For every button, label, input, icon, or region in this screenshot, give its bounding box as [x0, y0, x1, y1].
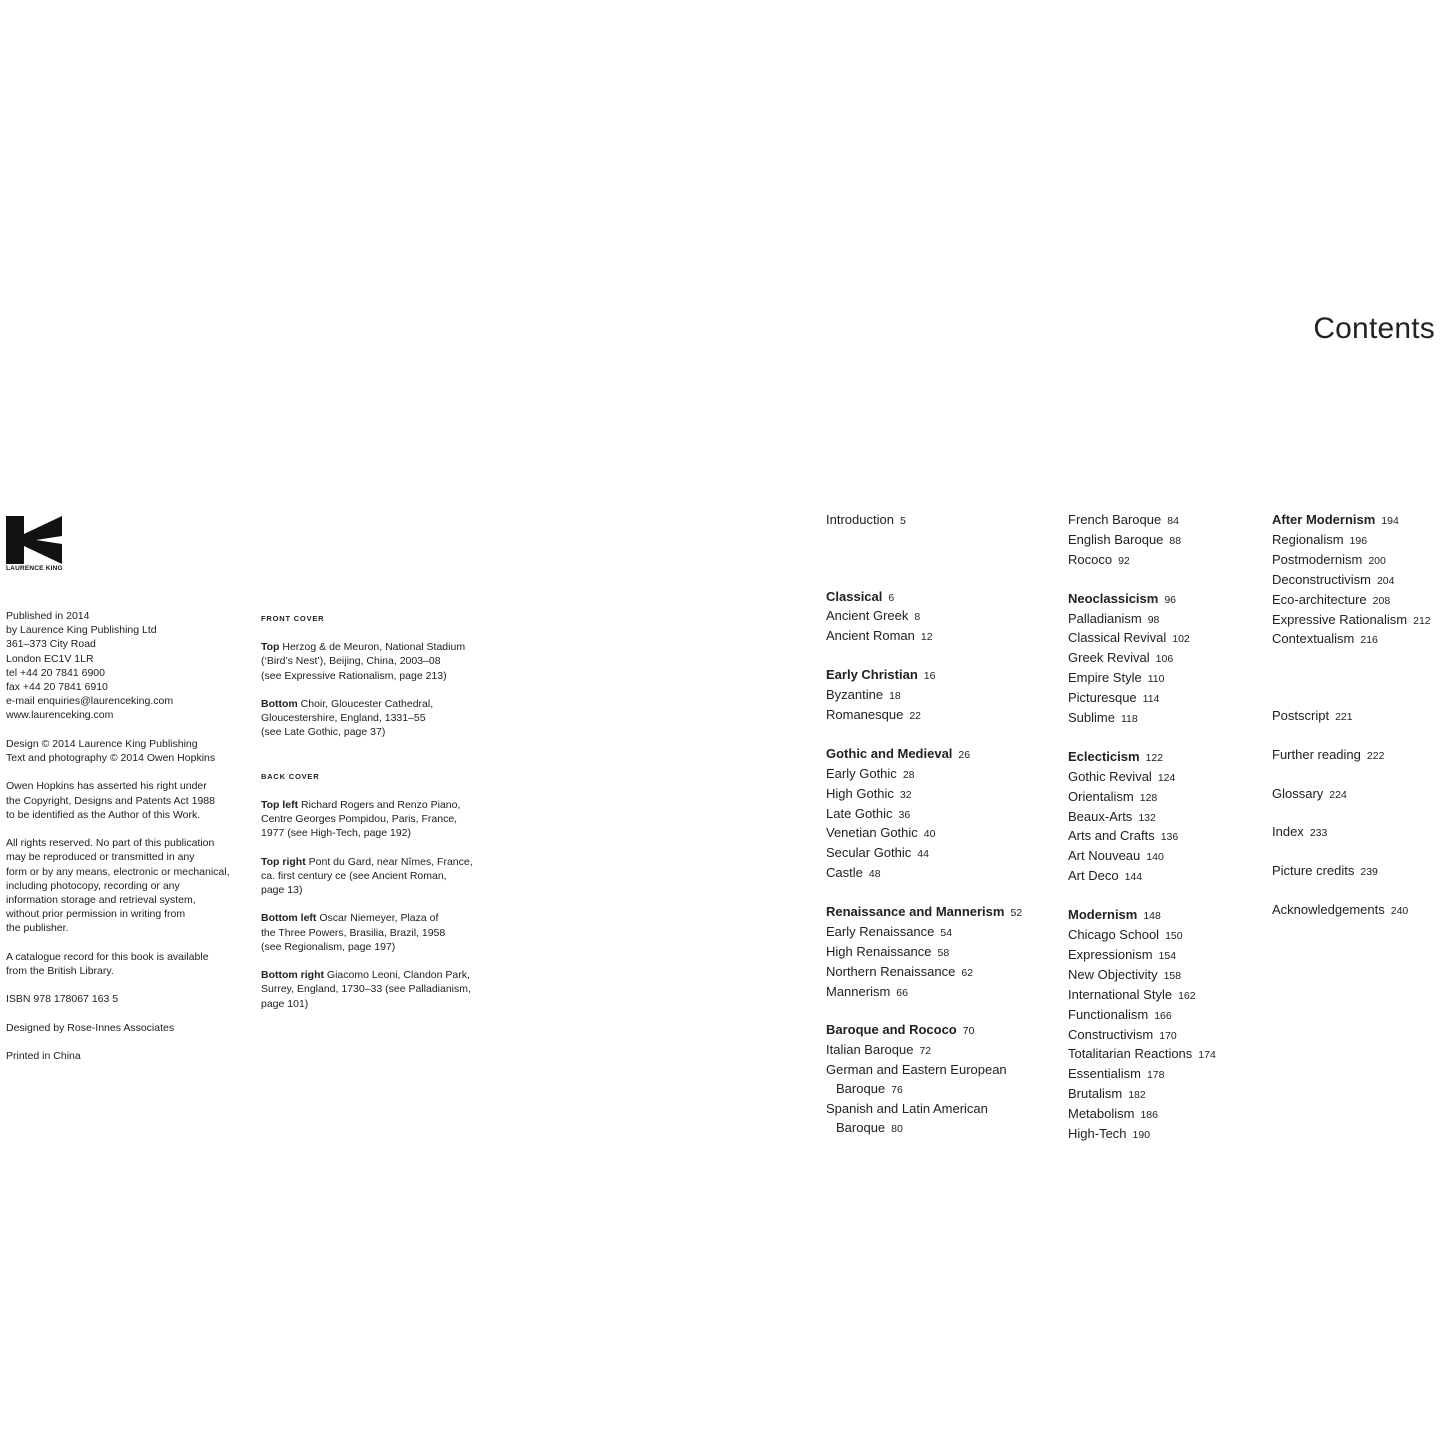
contents-entry	[1068, 590, 1216, 610]
contents-entry	[1068, 1085, 1216, 1105]
contents-entry	[1068, 827, 1216, 847]
contents-entry-page: 70	[962, 1025, 975, 1038]
contents-entry-title: Chicago School	[1068, 926, 1160, 942]
contents-entry-title: Mannerism	[826, 983, 891, 999]
contents-entry	[1272, 901, 1431, 921]
contents-entry	[826, 588, 1022, 608]
credit-line	[261, 911, 486, 925]
contents-entry-title: Further reading	[1272, 746, 1361, 762]
contents-entry-title: Brutalism	[1068, 1086, 1123, 1102]
imprint-line: by Laurence King Publishing Ltd	[6, 624, 157, 637]
contents-entry-title: High Renaissance	[826, 943, 932, 959]
credit-position: Bottom left	[261, 912, 317, 925]
contents-entry-page: 62	[961, 966, 974, 979]
contents-entry	[826, 1119, 1022, 1139]
contents-entry	[1068, 649, 1216, 669]
cover-credit	[261, 855, 486, 898]
imprint-paragraph	[6, 992, 246, 1006]
imprint-line: the publisher.	[6, 922, 69, 935]
imprint-line: without prior permission in writing from	[6, 908, 186, 921]
imprint-line: A catalogue record for this book is available	[6, 950, 209, 963]
contents-spacer	[826, 884, 1022, 903]
contents-entry	[1068, 669, 1216, 689]
contents-spacer	[1068, 887, 1216, 906]
cover-credits-column	[261, 609, 486, 1025]
contents-entry-page: 12	[920, 631, 933, 644]
contents-entry-page: 26	[958, 748, 971, 761]
contents-entry-page: 182	[1128, 1089, 1146, 1102]
contents-entry-page: 36	[898, 808, 911, 821]
contents-entry-title: Gothic Revival	[1068, 768, 1152, 784]
contents-entry-title: Expressive Rationalism	[1272, 611, 1408, 627]
contents-entry-title: Totalitarian Reactions	[1068, 1046, 1193, 1062]
contents-entry	[826, 745, 1022, 765]
contents-entry-title: Expressionism	[1068, 946, 1153, 962]
credit-line: (see Regionalism, page 197)	[261, 940, 396, 953]
imprint-line: Designed by Rose-Innes Associates	[6, 1021, 175, 1034]
contents-entry-title: Index	[1272, 824, 1304, 840]
imprint-line: London EC1V 1LR	[6, 652, 94, 665]
contents-entry-page: 204	[1376, 574, 1395, 587]
contents-entry-page: 158	[1163, 969, 1182, 982]
credit-line: (see Expressive Rationalism, page 213)	[261, 669, 447, 682]
contents-entry	[1272, 630, 1431, 650]
contents-entry	[826, 607, 1022, 627]
contents-entry-page: 128	[1139, 791, 1158, 804]
contents-entry-title: Castle	[826, 865, 863, 881]
imprint-paragraph	[6, 836, 246, 935]
contents-entry	[1272, 531, 1431, 551]
contents-entry-title: Greek Revival	[1068, 650, 1150, 666]
contents-entry-title: Renaissance and Mannerism	[826, 904, 1005, 920]
contents-entry-page: 190	[1132, 1129, 1151, 1142]
contents-entry-title: Art Nouveau	[1068, 848, 1141, 864]
contents-entry	[1272, 511, 1431, 531]
logo-text: LAURENCE KING	[6, 565, 63, 572]
cover-credit	[261, 968, 486, 1011]
contents-entry	[1068, 1105, 1216, 1125]
contents-entry	[826, 765, 1022, 785]
credit-line: page 101)	[261, 997, 309, 1010]
contents-entry-page: 102	[1172, 633, 1190, 646]
contents-entry-title: Byzantine	[826, 687, 884, 703]
contents-entry-title: Secular Gothic	[826, 845, 912, 861]
contents-entry	[826, 805, 1022, 825]
contents-entry-title: Neoclassicism	[1068, 590, 1159, 606]
contents-spacer	[1272, 669, 1431, 688]
contents-entry	[1068, 610, 1216, 630]
contents-entry-title: Beaux-Arts	[1068, 808, 1133, 824]
credit-text: Pont du Gard, near Nîmes, France,	[305, 855, 473, 868]
contents-entry	[1068, 966, 1216, 986]
contents-entry-page: 122	[1145, 751, 1164, 764]
imprint-paragraph	[6, 737, 246, 765]
contents-entry	[826, 963, 1022, 983]
contents-entry-page: 174	[1198, 1049, 1216, 1062]
credit-text: Herzog & de Meuron, National Stadium	[279, 641, 466, 654]
contents-spacer	[1272, 805, 1431, 824]
credit-position: Bottom right	[261, 969, 324, 982]
imprint-paragraph	[6, 950, 246, 978]
contents-entry-page: 200	[1368, 554, 1386, 567]
contents-entry-page: 140	[1146, 851, 1164, 864]
imprint-line: www.laurenceking.com	[6, 709, 114, 722]
contents-entry-page: 132	[1138, 811, 1156, 824]
contents-spacer	[1272, 727, 1431, 746]
contents-entry	[826, 511, 1022, 531]
contents-entry	[1068, 629, 1216, 649]
contents-entry	[826, 864, 1022, 884]
contents-entry-page: 166	[1154, 1009, 1172, 1022]
contents-entry-page: 144	[1124, 871, 1143, 884]
contents-spacer	[1272, 688, 1431, 707]
imprint-paragraph	[6, 1021, 246, 1035]
contents-entry-title: Eco-architecture	[1272, 591, 1367, 607]
contents-entry-title: Baroque and Rococo	[826, 1022, 957, 1038]
contents-entry-page: 194	[1381, 515, 1399, 527]
contents-entry-page: 186	[1140, 1109, 1158, 1122]
credit-position: Top left	[261, 798, 299, 811]
contents-spacer	[1272, 843, 1431, 862]
credit-line: Gloucestershire, England, 1331–55	[261, 712, 426, 725]
contents-entry-title: Ancient Greek	[826, 608, 909, 624]
contents-entry-title: After Modernism	[1272, 512, 1376, 527]
contents-entry-title: Art Deco	[1068, 868, 1119, 884]
contents-entry-title: Postmodernism	[1272, 551, 1363, 567]
contents-entry-page: 221	[1335, 711, 1353, 724]
contents-entry-title: Introduction	[826, 512, 894, 527]
contents-entry-title: Spanish and Latin American	[826, 1101, 988, 1117]
contents-entry-title: Postscript	[1272, 708, 1330, 724]
contents-spacer	[826, 1003, 1022, 1022]
contents-entry	[826, 824, 1022, 844]
contents-entry-title: German and Eastern European	[826, 1062, 1007, 1078]
contents-entry-page: 178	[1146, 1069, 1165, 1082]
contents-entry-page: 222	[1366, 749, 1385, 762]
contents-entry-page: 18	[889, 690, 901, 703]
cover-credit	[261, 697, 486, 740]
back-cover-heading: BACK COVER	[261, 771, 320, 781]
contents-entry-title: French Baroque	[1068, 512, 1162, 527]
imprint-paragraph	[6, 609, 246, 723]
contents-entry-title: High-Tech	[1068, 1126, 1127, 1142]
contents-entry-title: Constructivism	[1068, 1026, 1154, 1042]
contents-entry	[1068, 768, 1216, 788]
publisher-logo	[6, 516, 64, 572]
contents-entry	[826, 1061, 1022, 1080]
contents-entry-title: Venetian Gothic	[826, 825, 918, 841]
contents-entry-title: Ancient Roman	[826, 628, 915, 644]
front-cover-heading: FRONT COVER	[261, 614, 325, 623]
contents-entry	[1068, 1065, 1216, 1085]
contents-entry-page: 92	[1118, 554, 1130, 567]
contents-entry-title: Functionalism	[1068, 1006, 1149, 1022]
contents-entry-title: Contextualism	[1272, 631, 1355, 647]
contents-entry-title: Classical	[826, 588, 883, 604]
contents-entry-title: New Objectivity	[1068, 966, 1158, 982]
imprint-line: Owen Hopkins has asserted his right under	[6, 780, 207, 793]
contents-entry-title: Late Gothic	[826, 805, 893, 821]
contents-entry-page: 58	[937, 946, 950, 959]
contents-entry	[1068, 1006, 1216, 1026]
credit-position: Top right	[261, 855, 306, 868]
imprint-line: tel +44 20 7841 6900	[6, 666, 105, 679]
contents-entry	[1272, 571, 1431, 591]
contents-entry-page: 96	[1164, 593, 1177, 606]
contents-entry-title: Deconstructivism	[1272, 571, 1371, 587]
contents-entry	[1068, 1045, 1216, 1065]
contents-entry-title: Palladianism	[1068, 610, 1142, 626]
imprint-line: from the British Library.	[6, 965, 114, 978]
contents-entry-page: 106	[1155, 653, 1174, 666]
contents-entry-title: Eclecticism	[1068, 748, 1140, 764]
contents-entry-title: Italian Baroque	[826, 1042, 914, 1058]
contents-column-1	[826, 511, 1022, 1139]
contents-entry-title: Baroque	[836, 1081, 886, 1097]
contents-entry-page: 224	[1329, 788, 1347, 801]
credit-text: Giacomo Leoni, Clandon Park,	[324, 969, 470, 982]
contents-entry-page: 208	[1372, 594, 1391, 607]
contents-entry	[826, 666, 1022, 686]
contents-entry-page: 216	[1360, 634, 1378, 647]
contents-entry	[1068, 906, 1216, 926]
imprint-line: form or by any means, electronic or mechanical,	[6, 865, 230, 878]
contents-entry-title: Modernism	[1068, 907, 1138, 923]
contents-entry-title: Picturesque	[1068, 690, 1137, 706]
contents-entry	[1068, 1125, 1216, 1145]
cover-credit	[261, 911, 486, 954]
contents-entry	[1272, 823, 1431, 843]
contents-spacer	[826, 726, 1022, 745]
credit-text: Richard Rogers and Renzo Piano,	[298, 798, 461, 811]
contents-entry	[826, 903, 1022, 923]
imprint-line: the Copyright, Designs and Patents Act 1988	[6, 794, 215, 807]
contents-entry	[1068, 1026, 1216, 1046]
contents-spacer	[826, 531, 1022, 550]
credit-text: Choir, Gloucester Cathedral,	[297, 698, 434, 710]
imprint-column	[6, 609, 246, 1078]
contents-spacer	[1068, 729, 1216, 748]
contents-entry-page: 40	[923, 828, 936, 841]
contents-entry-page: 150	[1165, 929, 1183, 942]
credit-line: 1977 (see High-Tech, page 192)	[261, 827, 412, 840]
contents-entry-title: Gothic and Medieval	[826, 745, 953, 761]
contents-entry	[826, 1021, 1022, 1041]
contents-entry-page: 6	[888, 591, 895, 604]
contents-entry	[1068, 689, 1216, 709]
contents-entry-page: 196	[1349, 534, 1368, 547]
imprint-line: ISBN 978 178067 163 5	[6, 993, 119, 1006]
contents-entry-page: 52	[1010, 907, 1023, 920]
contents-entry	[826, 686, 1022, 706]
contents-entry-page: 154	[1158, 949, 1177, 962]
contents-entry	[826, 1041, 1022, 1061]
contents-entry-page: 76	[891, 1084, 903, 1097]
credit-line	[261, 798, 486, 812]
contents-entry-page: 54	[940, 926, 953, 939]
contents-entry-page: 66	[896, 986, 908, 999]
cover-credit	[261, 798, 486, 841]
contents-entry	[1068, 511, 1216, 531]
contents-entry	[826, 785, 1022, 805]
contents-entry-title: Rococo	[1068, 551, 1113, 567]
imprint-paragraph	[6, 779, 246, 822]
contents-entry	[1068, 926, 1216, 946]
contents-entry-title: Picture credits	[1272, 863, 1355, 879]
contents-entry-title: Early Renaissance	[826, 923, 935, 939]
contents-entry-page: 110	[1147, 673, 1165, 686]
contents-entry-title: Sublime	[1068, 710, 1115, 726]
contents-entry-title: Classical Revival	[1068, 630, 1167, 646]
contents-spacer	[1272, 650, 1431, 669]
contents-entry-page: 5	[899, 515, 906, 527]
imprint-line: Published in 2014	[6, 610, 90, 622]
contents-entry	[826, 706, 1022, 726]
contents-entry	[1272, 591, 1431, 611]
imprint-line: including photocopy, recording or any	[6, 879, 180, 892]
contents-entry-page: 44	[917, 848, 929, 861]
contents-entry	[1272, 611, 1431, 631]
contents-spacer	[826, 569, 1022, 588]
contents-entry-title: Early Gothic	[826, 765, 897, 781]
contents-entry-page: 16	[923, 670, 936, 683]
contents-entry-page: 148	[1143, 910, 1161, 923]
contents-entry-page: 88	[1169, 534, 1182, 547]
contents-entry	[1068, 748, 1216, 768]
contents-column-3	[1272, 511, 1431, 921]
contents-entry	[1068, 808, 1216, 828]
contents-entry	[826, 983, 1022, 1003]
credit-line: Centre Georges Pompidou, Paris, France,	[261, 813, 458, 826]
cover-credit	[261, 640, 486, 683]
contents-entry-title: Romanesque	[826, 707, 904, 722]
credit-line: the Three Powers, Brasilia, Brazil, 1958	[261, 926, 446, 939]
contents-entry-title: Regionalism	[1272, 531, 1344, 547]
imprint-line: fax +44 20 7841 6910	[6, 681, 108, 694]
contents-entry-page: 170	[1159, 1029, 1177, 1042]
credit-position: Bottom	[261, 698, 298, 710]
credit-line	[261, 697, 486, 711]
contents-entry	[1068, 986, 1216, 1006]
contents-entry-title: High Gothic	[826, 785, 894, 801]
contents-spacer	[826, 550, 1022, 569]
contents-entry	[1068, 788, 1216, 808]
contents-entry-page: 48	[868, 868, 881, 881]
contents-entry	[1068, 709, 1216, 729]
contents-entry-title: Empire Style	[1068, 670, 1142, 686]
contents-entry-page: 32	[899, 788, 912, 801]
contents-entry-title: Acknowledgements	[1272, 902, 1385, 917]
contents-entry-title: Metabolism	[1068, 1106, 1135, 1122]
contents-entry-page: 233	[1309, 827, 1328, 840]
contents-entry-title: Orientalism	[1068, 788, 1134, 804]
contents-entry	[1272, 551, 1431, 571]
contents-entry-page: 72	[919, 1045, 932, 1058]
contents-entry-page: 118	[1120, 713, 1138, 726]
contents-entry-page: 212	[1413, 614, 1431, 627]
contents-entry	[826, 844, 1022, 864]
contents-entry	[1068, 551, 1216, 571]
contents-entry-page: 80	[891, 1122, 903, 1135]
contents-entry-page: 28	[902, 768, 915, 781]
contents-entry	[1272, 707, 1431, 727]
credit-line: (‘Bird’s Nest’), Beijing, China, 2003–08	[261, 655, 441, 668]
credit-text: Oscar Niemeyer, Plaza of	[316, 912, 439, 925]
contents-entry-page: 84	[1167, 515, 1179, 527]
contents-entry-page: 136	[1160, 831, 1179, 844]
contents-entry-title: Baroque	[836, 1119, 886, 1135]
contents-spacer	[1272, 766, 1431, 785]
credit-line	[261, 968, 486, 982]
contents-entry-title: Essentialism	[1068, 1066, 1141, 1082]
imprint-line: to be identified as the Author of this Work.	[6, 808, 201, 821]
credit-line	[261, 640, 486, 654]
contents-entry	[826, 627, 1022, 647]
contents-entry-title: English Baroque	[1068, 531, 1164, 547]
imprint-line: 361–373 City Road	[6, 638, 96, 651]
contents-entry-page: 162	[1178, 989, 1196, 1002]
credit-line: Surrey, England, 1730–33 (see Palladianism,	[261, 983, 471, 996]
contents-spacer	[826, 647, 1022, 666]
contents-entry	[1068, 867, 1216, 887]
contents-entry-title: Arts and Crafts	[1068, 828, 1155, 844]
contents-spacer	[1272, 882, 1431, 901]
contents-entry	[826, 923, 1022, 943]
contents-spacer	[1068, 571, 1216, 590]
contents-entry-page: 114	[1142, 693, 1160, 706]
contents-entry	[826, 1100, 1022, 1119]
imprint-line: e-mail enquiries@laurenceking.com	[6, 695, 174, 708]
imprint-line: All rights reserved. No part of this publication	[6, 837, 215, 850]
imprint-line: Text and photography © 2014 Owen Hopkins	[6, 752, 216, 765]
contents-entry-title: Glossary	[1272, 785, 1324, 801]
contents-entry	[826, 943, 1022, 963]
contents-entry-page: 239	[1360, 866, 1378, 879]
contents-entry	[1068, 946, 1216, 966]
contents-title: Contents	[1313, 312, 1435, 345]
contents-entry-title: Early Christian	[826, 667, 918, 683]
contents-entry	[1068, 847, 1216, 867]
contents-entry	[826, 1080, 1022, 1100]
laurence-king-k-logo-icon	[6, 516, 62, 564]
imprint-line: Design © 2014 Laurence King Publishing	[6, 737, 198, 750]
credit-line: page 13)	[261, 884, 303, 897]
contents-entry-page: 240	[1390, 905, 1409, 917]
contents-entry	[1272, 785, 1431, 805]
imprint-line: Printed in China	[6, 1050, 81, 1063]
credit-position: Top	[261, 641, 280, 654]
contents-entry	[1272, 862, 1431, 882]
contents-column-2	[1068, 511, 1216, 1145]
contents-entry	[1068, 531, 1216, 551]
contents-entry-page: 98	[1147, 613, 1160, 626]
imprint-line: information storage and retrieval system,	[6, 894, 196, 907]
contents-entry-page: 124	[1157, 771, 1176, 784]
contents-entry-page: 8	[914, 611, 921, 624]
credit-line: (see Late Gothic, page 37)	[261, 726, 386, 739]
contents-entry-title: International Style	[1068, 986, 1173, 1002]
credit-line	[261, 855, 486, 869]
credit-line: ca. first century ce (see Ancient Roman,	[261, 869, 447, 882]
contents-entry-title: Northern Renaissance	[826, 963, 956, 979]
contents-entry	[1272, 746, 1431, 766]
imprint-line: may be reproduced or transmitted in any	[6, 851, 195, 864]
imprint-paragraph	[6, 1049, 246, 1063]
contents-entry-page: 22	[909, 710, 922, 722]
